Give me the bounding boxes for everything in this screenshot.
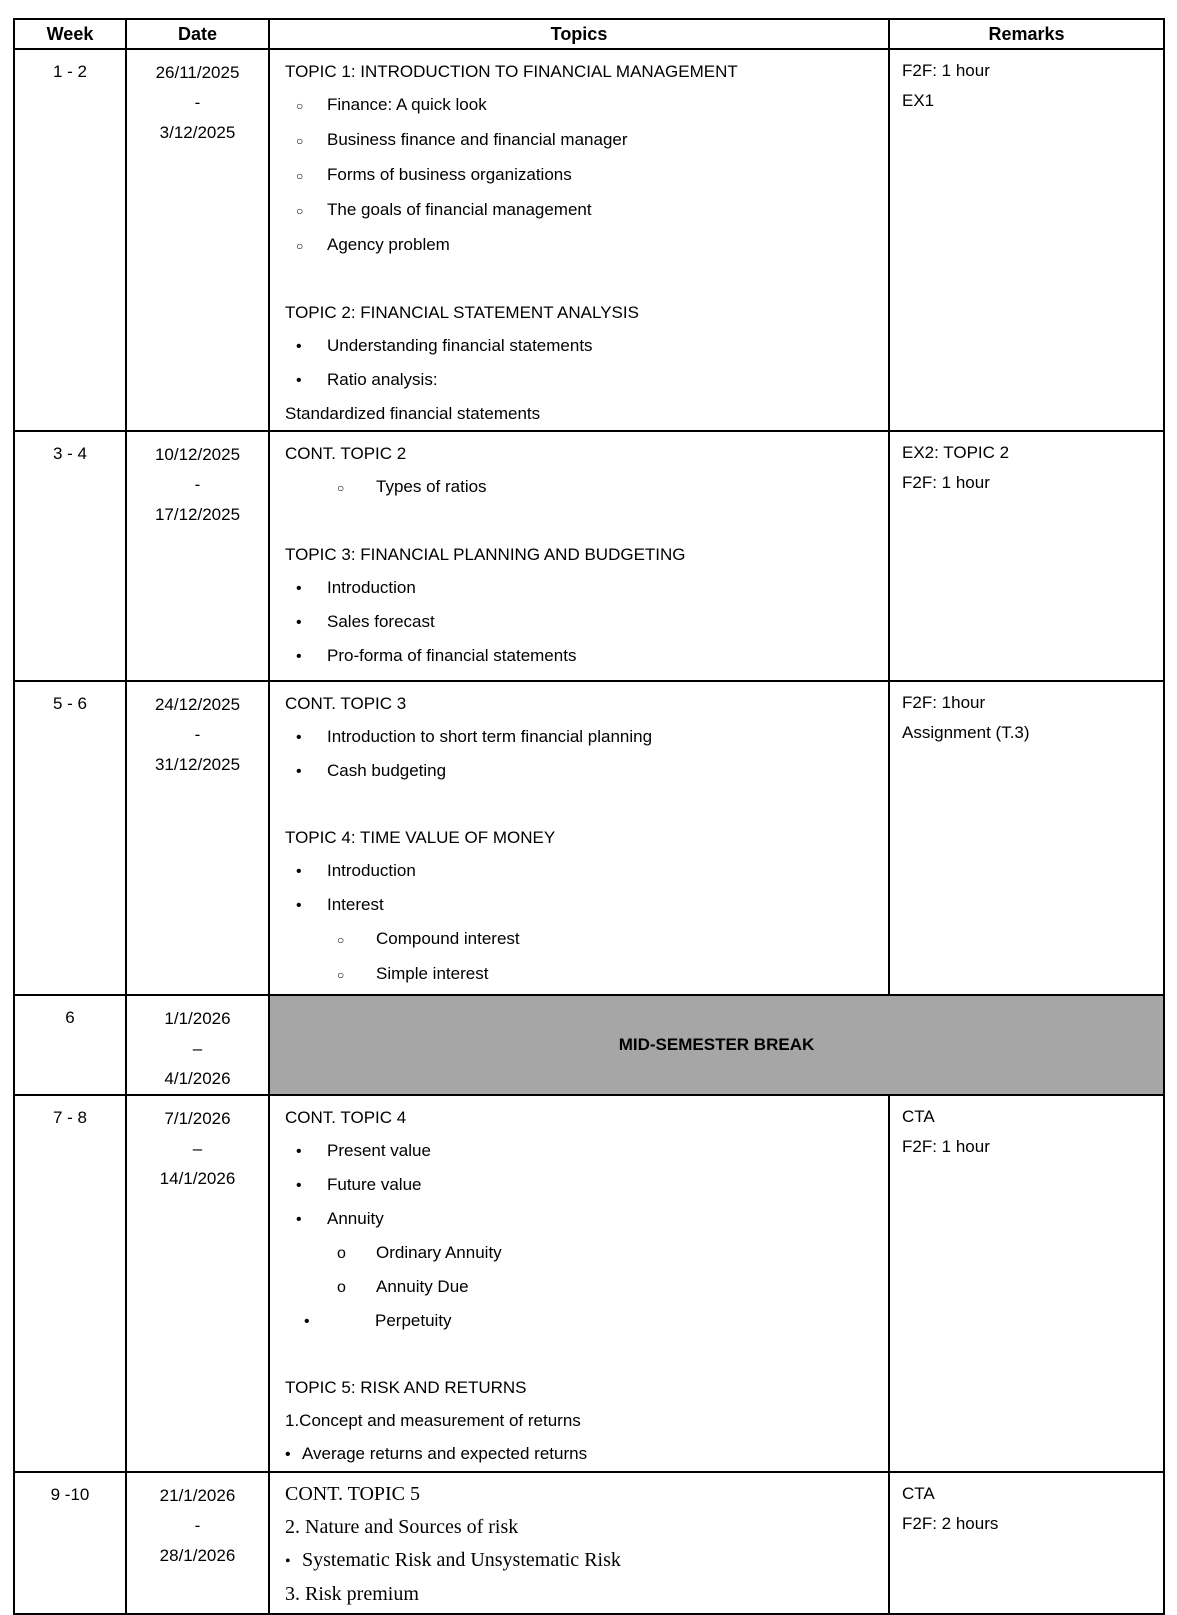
- week-value: 5 - 6: [52, 694, 88, 713]
- remark-line: CTA: [902, 1107, 935, 1126]
- topic-text: TOPIC 2: FINANCIAL STATEMENT ANALYSIS: [285, 303, 639, 322]
- topic-line: [270, 296, 882, 329]
- topic-text: Perpetuity: [375, 1311, 452, 1330]
- table-row: [14, 995, 1164, 1095]
- table-row: [14, 1095, 1164, 1472]
- bullet-disc-icon: •: [296, 614, 302, 631]
- topic-text: Forms of business organizations: [327, 165, 572, 184]
- topic-line: [270, 228, 882, 263]
- topic-text: TOPIC 1: INTRODUCTION TO FINANCIAL MANAGEMENT: [285, 62, 738, 81]
- topic-line: [270, 88, 882, 123]
- week-cell: [14, 995, 126, 1095]
- topic-line: [270, 754, 882, 788]
- date-line: 7/1/2026: [164, 1109, 231, 1128]
- mid-semester-break-cell: [269, 995, 1164, 1095]
- date-line: 10/12/2025: [154, 445, 241, 464]
- topic-text: Pro-forma of financial statements: [327, 646, 577, 665]
- topic-line: [270, 1404, 882, 1437]
- bullet-disc-icon: •: [296, 897, 302, 914]
- week-cell: [14, 681, 126, 995]
- remark-line: EX1: [902, 91, 935, 110]
- topic-text: 3. Risk premium: [285, 1583, 419, 1605]
- bullet-disc-icon: •: [296, 580, 302, 597]
- topics-cell: [269, 1095, 889, 1472]
- topic-line: [270, 1168, 882, 1202]
- topic-line: [270, 1236, 882, 1270]
- week-value: 9 -10: [50, 1485, 90, 1504]
- week-value: 3 - 4: [52, 444, 88, 463]
- date-line: -: [194, 475, 201, 494]
- topic-text: Finance: A quick look: [327, 95, 487, 114]
- bullet-disc-icon: •: [304, 1313, 310, 1330]
- bullet-disc-icon: •: [296, 863, 302, 880]
- topic-line: [270, 605, 882, 639]
- table-row: [14, 1472, 1164, 1614]
- topic-text: Average returns and expected returns: [302, 1444, 588, 1463]
- date-line: -: [194, 93, 201, 112]
- topic-line: [270, 957, 882, 992]
- bullet-circle-icon: ○: [296, 134, 304, 148]
- topic-line: [270, 720, 882, 754]
- date-line: 1/1/2026: [164, 1009, 231, 1028]
- bullet-disc-icon: •: [296, 1177, 302, 1194]
- mid-semester-break-label: MID-SEMESTER BREAK: [618, 1035, 815, 1054]
- topics-cell: [269, 681, 889, 995]
- bullet-disc-icon: •: [296, 338, 302, 355]
- remark-line: Assignment (T.3): [902, 723, 1030, 742]
- bullet-circle-icon: ○: [296, 239, 304, 253]
- week-cell: [14, 431, 126, 681]
- topic-line: [270, 1101, 882, 1134]
- topic-line: [270, 123, 882, 158]
- bullet-disc-icon: •: [296, 1143, 302, 1160]
- date-cell: [126, 1472, 269, 1614]
- topic-line: [270, 55, 882, 88]
- topic-spacer: [270, 505, 882, 538]
- date-line: 21/1/2026: [159, 1486, 236, 1505]
- bullet-circle-icon: ○: [296, 204, 304, 218]
- topics-cell: [269, 431, 889, 681]
- remark-line: F2F: 2 hours: [902, 1514, 999, 1533]
- topic-line: [270, 1578, 882, 1611]
- date-line: 28/1/2026: [159, 1546, 236, 1565]
- topic-line: [270, 158, 882, 193]
- topic-line: [270, 821, 882, 854]
- topics-cell: [269, 49, 889, 431]
- topic-text: CONT. TOPIC 4: [285, 1108, 407, 1127]
- week-cell: [14, 1472, 126, 1614]
- table-row: [14, 681, 1164, 995]
- topic-line: [270, 1134, 882, 1168]
- topic-text: TOPIC 5: RISK AND RETURNS: [285, 1378, 527, 1397]
- table-row: [14, 431, 1164, 681]
- date-cell: [126, 1095, 269, 1472]
- topic-text: Ordinary Annuity: [376, 1243, 502, 1262]
- remarks-cell: [889, 1095, 1164, 1472]
- schedule-table: [13, 18, 1165, 1615]
- column-header-week: Week: [14, 19, 126, 49]
- date-line: 3/12/2025: [159, 123, 236, 142]
- topic-line: [270, 571, 882, 605]
- remark-line: CTA: [902, 1484, 935, 1503]
- topic-text: The goals of financial management: [327, 200, 592, 219]
- date-line: 26/11/2025: [155, 63, 240, 82]
- topic-text: Future value: [327, 1175, 422, 1194]
- bullet-disc-icon: •: [296, 1211, 302, 1228]
- bullet-disc-icon: •: [296, 729, 302, 746]
- remark-line: F2F: 1 hour: [902, 1137, 990, 1156]
- topic-line: [270, 470, 882, 505]
- topic-text: Interest: [327, 895, 384, 914]
- topic-text: 1.Concept and measurement of returns: [285, 1411, 581, 1430]
- topic-line: [270, 363, 882, 397]
- topic-text: Introduction: [327, 578, 416, 597]
- topic-line: [270, 1304, 882, 1338]
- topic-line: [270, 922, 882, 957]
- topic-line: [270, 687, 882, 720]
- bullet-disc-icon: •: [285, 1446, 291, 1463]
- bullet-o-icon: o: [337, 1245, 346, 1262]
- date-cell: [126, 995, 269, 1095]
- topic-text: Annuity: [327, 1209, 384, 1228]
- topic-spacer: [270, 263, 882, 296]
- remark-line: F2F: 1 hour: [902, 473, 990, 492]
- topic-line: [270, 397, 882, 430]
- week-cell: [14, 49, 126, 431]
- topic-text: Introduction to short term financial planning: [327, 727, 653, 746]
- remarks-cell: [889, 1472, 1164, 1614]
- topic-text: Standardized financial statements: [285, 404, 541, 423]
- topic-spacer: [270, 788, 882, 821]
- column-header-topics: Topics: [269, 19, 889, 49]
- remark-line: F2F: 1hour: [902, 693, 986, 712]
- topic-text: TOPIC 3: FINANCIAL PLANNING AND BUDGETING: [285, 545, 686, 564]
- bullet-disc-icon: •: [296, 372, 302, 389]
- week-value: 6: [65, 1008, 75, 1027]
- date-line: –: [192, 1039, 203, 1058]
- week-value: 1 - 2: [52, 62, 88, 81]
- date-cell: [126, 681, 269, 995]
- topic-spacer: [270, 1338, 882, 1371]
- topic-text: Agency problem: [327, 235, 450, 254]
- topic-line: [270, 1437, 882, 1471]
- table-row: [14, 49, 1164, 431]
- topic-text: Sales forecast: [327, 612, 435, 631]
- bullet-circle-icon: ○: [296, 99, 304, 113]
- bullet-circle-icon: ○: [337, 933, 345, 947]
- date-line: -: [194, 725, 201, 744]
- topic-text: 2. Nature and Sources of risk: [285, 1516, 519, 1538]
- date-line: –: [192, 1139, 203, 1158]
- column-header-remarks: Remarks: [889, 19, 1164, 49]
- date-line: 24/12/2025: [154, 695, 241, 714]
- topic-text: Compound interest: [376, 929, 520, 948]
- bullet-circle-icon: ○: [337, 968, 345, 982]
- topic-line: [270, 538, 882, 571]
- topic-line: [270, 1202, 882, 1236]
- topic-text: Simple interest: [376, 964, 489, 983]
- topics-cell: [269, 1472, 889, 1614]
- topic-text: CONT. TOPIC 2: [285, 444, 407, 463]
- topic-text: Types of ratios: [376, 477, 487, 496]
- topic-text: Understanding financial statements: [327, 336, 593, 355]
- remark-line: F2F: 1 hour: [902, 61, 990, 80]
- date-line: 31/12/2025: [154, 755, 241, 774]
- bullet-disc-icon: •: [296, 763, 302, 780]
- topic-line: [270, 639, 882, 673]
- topic-line: [270, 1371, 882, 1404]
- topic-text: TOPIC 4: TIME VALUE OF MONEY: [285, 828, 556, 847]
- topic-text: Systematic Risk and Unsystematic Risk: [302, 1549, 621, 1571]
- remarks-cell: [889, 431, 1164, 681]
- week-cell: [14, 1095, 126, 1472]
- topic-line: [270, 437, 882, 470]
- schedule-table-body: [14, 49, 1164, 1614]
- date-line: -: [194, 1516, 201, 1535]
- date-line: 4/1/2026: [164, 1069, 231, 1088]
- bullet-disc-icon: •: [296, 648, 302, 665]
- date-line: 14/1/2026: [159, 1169, 236, 1188]
- topic-line: [270, 1511, 882, 1544]
- date-cell: [126, 431, 269, 681]
- topic-line: [270, 1478, 882, 1511]
- topic-line: [270, 888, 882, 922]
- topic-line: [270, 1270, 882, 1304]
- date-line: 17/12/2025: [154, 505, 241, 524]
- remarks-cell: [889, 49, 1164, 431]
- week-value: 7 - 8: [52, 1108, 88, 1127]
- topic-text: Ratio analysis:: [327, 370, 438, 389]
- topic-text: Cash budgeting: [327, 761, 447, 780]
- bullet-o-icon: o: [337, 1279, 346, 1296]
- topic-text: Present value: [327, 1141, 431, 1160]
- remarks-cell: [889, 681, 1164, 995]
- topic-text: CONT. TOPIC 3: [285, 694, 407, 713]
- topic-text: Introduction: [327, 861, 416, 880]
- topic-text: Annuity Due: [376, 1277, 469, 1296]
- bullet-circle-icon: ○: [337, 481, 345, 495]
- remark-line: EX2: TOPIC 2: [902, 443, 1010, 462]
- date-cell: [126, 49, 269, 431]
- bullet-circle-icon: ○: [296, 169, 304, 183]
- topic-text: CONT. TOPIC 5: [285, 1483, 421, 1505]
- header-row: [14, 19, 1164, 49]
- topic-line: [270, 1544, 882, 1578]
- topic-line: [270, 854, 882, 888]
- topic-line: [270, 193, 882, 228]
- column-header-date: Date: [126, 19, 269, 49]
- topic-line: [270, 329, 882, 363]
- topic-text: Business finance and financial manager: [327, 130, 628, 149]
- bullet-disc-icon: •: [285, 1553, 291, 1570]
